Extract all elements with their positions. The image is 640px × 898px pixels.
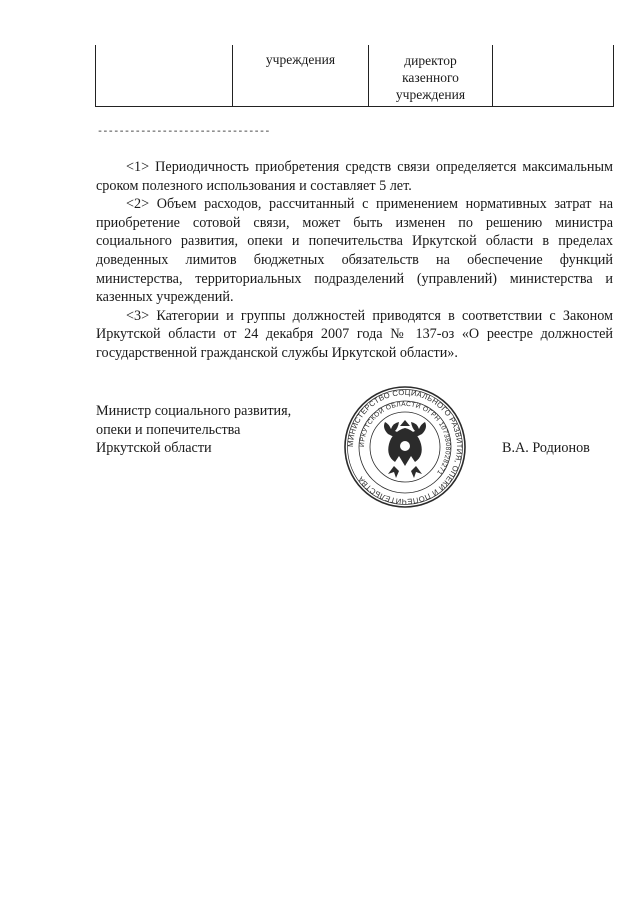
footnote-3: <3> Категории и группы должностей приводятся в соответствии с Законом Иркутской области от 24 декабря 2007 года № 137-оз «О реестре должностей государственной гражданской службы Иркутской области». [96,307,613,361]
footnotes [96,158,613,363]
signatory-title [96,402,291,458]
official-seal [344,386,466,508]
signatory-title-line-1: Министр социального развития, [96,403,292,419]
signatory-name: В.А. Родионов [502,440,590,456]
table-cell-position-line-3: учреждения [395,87,466,102]
table-col-1 [96,45,233,106]
table-cell-institution: учреждения [265,52,336,67]
seal-outer-text: МИНИСТЕРСТВО СОЦИАЛЬНОГО РАЗВИТИЯ, ОПЕКИ И ПОПЕЧИТЕЛЬСТВА [345,387,465,507]
footnote-separator: -------------------------------- [97,127,270,138]
signatory-title-line-2: опеки и попечительства [96,421,241,438]
seal-inner-text: ИРКУТСКОЙ ОБЛАСТИ ОГРН 1073808028271 [358,400,452,477]
eagle-shield-icon [400,441,410,451]
footnote-1: <1> Периодичность приобретения средств связи определяется максимальным сроком полезного использования и составляет 5 лет. [96,159,613,194]
positions-table-fragment [95,45,614,107]
table-cell-position [369,52,492,103]
table-cell-position-line-2: казенного [402,70,459,85]
table-cell-position-line-1: директор [404,53,457,68]
signatory-title-line-3: Иркутской области [96,440,212,457]
footnote-2: <2> Объем расходов, рассчитанный с применением нормативных затрат на приобретение сотовой связи, может быть изменен по решению министра социального развития, опеки и попечительства Иркутской области в пределах доведенных лимитов бюджетных обязательств на обеспечение функций министерства, территориальных подразделений (управлений) министерства и казенных учреждений. [96,196,613,306]
